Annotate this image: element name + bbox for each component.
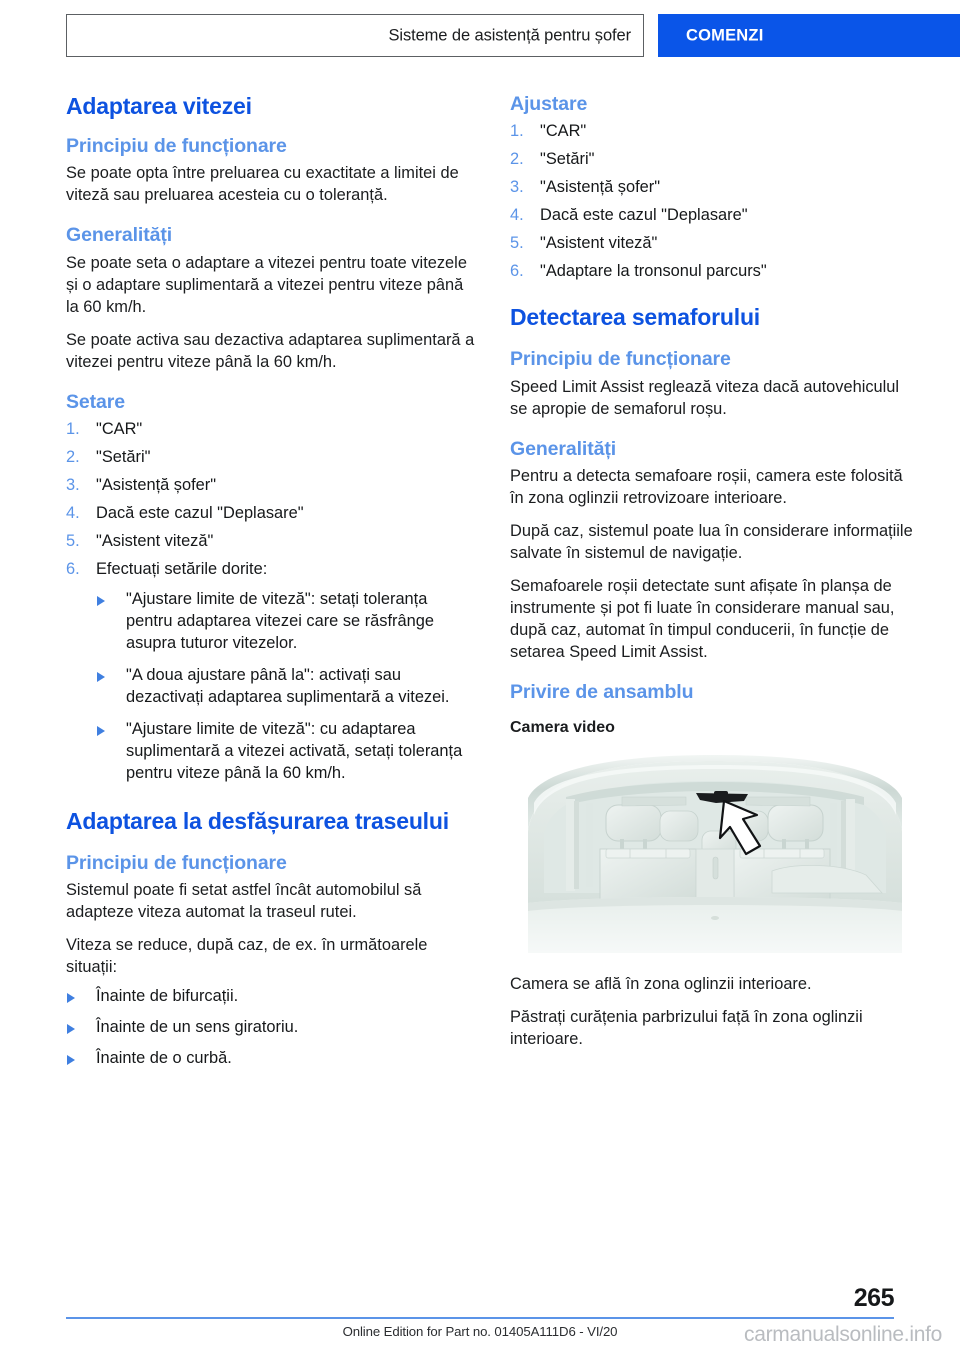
list-item: Înainte de o curbă. [66, 1048, 476, 1070]
heading-principiu-de-functionare-2: Principiu de funcționare [66, 851, 287, 874]
header-title-box [66, 14, 644, 57]
heading-privire-de-ansamblu: Privire de ansamblu [510, 680, 694, 703]
page-title-detectarea-semaforului: Detectarea semaforului [510, 304, 760, 331]
illustration-svg [510, 753, 920, 958]
paragraph-generalitati-1a: Se poate seta o adaptare a vitezei pentru toate vitezele și o adaptare suplimentară a vitezei pentru viteze până la 60 km/h. [66, 253, 467, 316]
footer-divider [66, 1317, 894, 1319]
list-item: Înainte de bifurcații. [66, 986, 476, 1008]
paragraph-semafor-gen-2: După caz, sistemul poate lua în considerare informațiile salvate în sistemul de navigație. [510, 522, 913, 562]
list-item: "Adaptare la tronsonul parcurs" [540, 262, 767, 281]
list-item: "Ajustare limite de viteză": setați toleranța pentru adaptarea vitezei care se răsfrânge asupra tuturor vitezelor. [96, 589, 476, 655]
heading-generalitati-1: Generalități [66, 224, 173, 247]
list-item: Dacă este cazul "Deplasare" [540, 206, 748, 225]
caption-windshield-clean: Păstrați curățenia parbrizului față în zona oglinzii interioare. [510, 1008, 863, 1049]
list-item: "Asistent viteză" [540, 234, 658, 253]
list-item: "Asistent viteză" [96, 532, 214, 550]
header-chapter-tab [658, 14, 960, 57]
paragraph-semafor-gen-1: Pentru a detecta semafoare roșii, camera este folosită în zona oglinzii retrovizoare interioare. [510, 467, 903, 508]
list-item: "Asistență șofer" [96, 476, 217, 495]
list-item: Înainte de un sens giratoriu. [66, 1017, 476, 1039]
list-item: "Asistență șofer" [540, 178, 661, 197]
page-title-adaptarea-vitezei: Adaptarea vitezei [66, 93, 252, 119]
list-setare-substeps [96, 589, 476, 785]
page-title-adaptarea-traseu: Adaptarea la desfășurarea traseului [66, 807, 449, 834]
paragraph-semafor-principiu: Speed Limit Assist reglează viteza dacă autovehiculul se apropie de semaforul roșu. [510, 377, 900, 418]
heading-principiu-de-functionare-3: Principiu de funcționare [510, 348, 731, 371]
list-item: Efectuați setările dorite: [96, 559, 268, 578]
heading-ajustare: Ajustare [510, 93, 588, 115]
list-item: "Ajustare limite de viteză": cu adaptarea suplimentară a vitezei activată, setați toleranța pentru viteze până la 60 km/h. [96, 719, 476, 785]
header-section-title: Sisteme de asistență pentru șofer [388, 26, 631, 44]
header-chapter-label: COMENZI [686, 26, 764, 44]
list-item: "Setări" [96, 448, 151, 467]
heading-camera-video: Camera video [510, 719, 615, 737]
list-item: "Setări" [540, 150, 595, 169]
list-ajustare-steps [510, 121, 920, 283]
footer-watermark: carmanualsonline.info [744, 1323, 942, 1346]
list-item: "CAR" [540, 122, 587, 141]
page-number: 265 [853, 1284, 894, 1312]
list-setare-steps [66, 419, 476, 581]
right-column [510, 92, 920, 1062]
footer-edition-note: Online Edition for Part no. 01405A111D6 - VI/20 [342, 1324, 618, 1339]
heading-generalitati-2: Generalități [510, 437, 617, 460]
heading-setare: Setare [66, 390, 126, 413]
list-item: "CAR" [96, 420, 143, 439]
paragraph-generalitati-1b: Se poate activa sau dezactiva adaptarea suplimentară a vitezei pentru viteze până la 60 km/h. [66, 330, 475, 371]
page-header [0, 0, 960, 72]
heading-principiu-de-functionare-1: Principiu de funcționare [66, 135, 287, 158]
page-footer [0, 1282, 960, 1362]
list-situatii [66, 986, 476, 1070]
car-interior-camera-illustration [510, 753, 920, 958]
paragraph-traseu-1: Sistemul poate fi setat astfel încât automobilul să adapteze viteza automat la traseul rutei. [66, 881, 422, 922]
page-content [0, 92, 960, 1282]
paragraph-semafor-gen-3: Semafoarele roșii detectate sunt afișate în planșa de instrumente și pot fi luate în considerare manual sau, după caz, automat în timpul conducerii, în funcție de setarea Speed Limit Assist. [510, 576, 895, 661]
caption-camera-location: Camera se află în zona oglinzii interioare. [510, 975, 812, 994]
paragraph-principiu-1: Se poate opta între preluarea cu exactitate a limitei de viteză sau preluarea acesteia cu o toleranță. [66, 164, 459, 205]
list-item: "A doua ajustare până la": activați sau dezactivați adaptarea suplimentară a vitezei. [96, 665, 476, 709]
left-column [66, 92, 476, 1079]
paragraph-traseu-2: Viteza se reduce, după caz, de ex. în următoarele situații: [66, 936, 428, 977]
list-item: Dacă este cazul "Deplasare" [96, 504, 304, 523]
